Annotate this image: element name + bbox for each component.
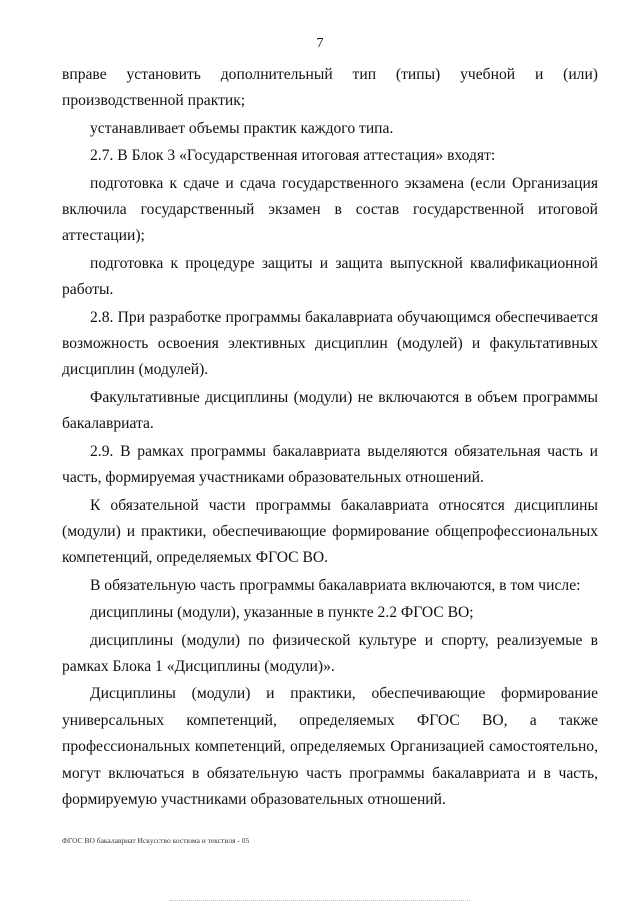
section-2-9-paragraph: 2.9. В рамках программы бакалавриата выделяются обязательная часть и часть, формируемая участниками образовательных отношений. (62, 442, 598, 487)
document-footer: ФГОС ВО бакалавриат Искусство костюма и текстиля - 05 (62, 836, 250, 845)
paragraph: Дисциплины (модули) и практики, обеспечивающие формирование универсальных компетенций, определяемых ФГОС ВО, а также профессиональных компетенций, определяемых Организацией самостоятельно, могут включаться в обязательную часть программы бакалавриата и в часть, формируемую участниками образовательных отношений. (62, 685, 598, 808)
paragraph: К обязательной части программы бакалавриата относятся дисциплины (модули) и практики, обеспечивающие формирование общепрофессиональных компетенций, определяемых ФГОС ВО. (62, 496, 598, 567)
paragraph: вправе установить дополнительный тип (типы) учебной и (или) производственной практик; (62, 66, 598, 110)
paragraph: В обязательную часть программы бакалавриата включаются, в том числе: (90, 576, 581, 594)
paragraph: подготовка к процедуре защиты и защита выпускной квалификационной работы. (62, 254, 598, 299)
paragraph: устанавливает объемы практик каждого типа. (90, 119, 394, 137)
paragraph: подготовка к сдаче и сдача государственного экзамена (если Организация включила государственный экзамен в состав государственной итоговой аттестации); (62, 174, 598, 245)
paragraph: дисциплины (модули) по физической культуре и спорту, реализуемые в рамках Блока 1 «Дисциплины (модули)». (62, 631, 598, 675)
paragraph: дисциплины (модули), указанные в пункте 2.2 ФГОС ВО; (90, 604, 474, 622)
section-2-8-paragraph: 2.8. При разработке программы бакалавриата обучающимся обеспечивается возможность освоения элективных дисциплин (модулей) и факультативных дисциплин (модулей). (62, 308, 598, 379)
scan-edge-mark (170, 900, 470, 903)
section-2-7-heading: 2.7. В Блок 3 «Государственная итоговая аттестация» входят: (90, 147, 496, 165)
document-body (62, 62, 598, 814)
page-number: 7 (316, 36, 324, 51)
paragraph: Факультативные дисциплины (модули) не включаются в объем программы бакалавриата. (62, 388, 598, 433)
